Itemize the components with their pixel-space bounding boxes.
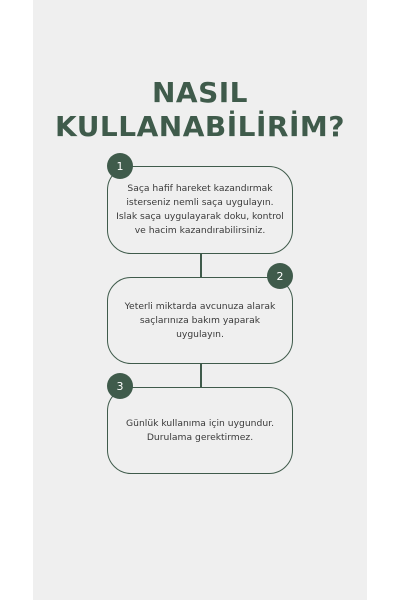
step-card-2 bbox=[107, 277, 293, 364]
step-connector-2-3 bbox=[200, 364, 202, 387]
step-connector-1-2 bbox=[200, 254, 202, 277]
step-2-text: Yeterli miktarda avcunuza alarak saçlarınıza bakım yaparak uygulayın. bbox=[124, 300, 276, 340]
step-card-1 bbox=[107, 166, 293, 254]
step-1-text: Saça hafif hareket kazandırmak isterseniz nemli saça uygulayın. Islak saça uygulayarak doku, kontrol ve hacim kazandırabilirsiniz. bbox=[116, 183, 284, 236]
step-3-badge: 3 bbox=[107, 373, 133, 399]
step-1-badge: 1 bbox=[107, 153, 133, 179]
title-line-2: KULLANABİLİRİM? bbox=[54, 110, 345, 143]
title-line-1: NASIL bbox=[151, 76, 249, 109]
step-3-text: Günlük kullanıma için uygundur. Durulama gerektirmez. bbox=[126, 417, 274, 443]
step-card-3 bbox=[107, 387, 293, 474]
page-title bbox=[33, 76, 367, 144]
step-2-badge: 2 bbox=[267, 263, 293, 289]
